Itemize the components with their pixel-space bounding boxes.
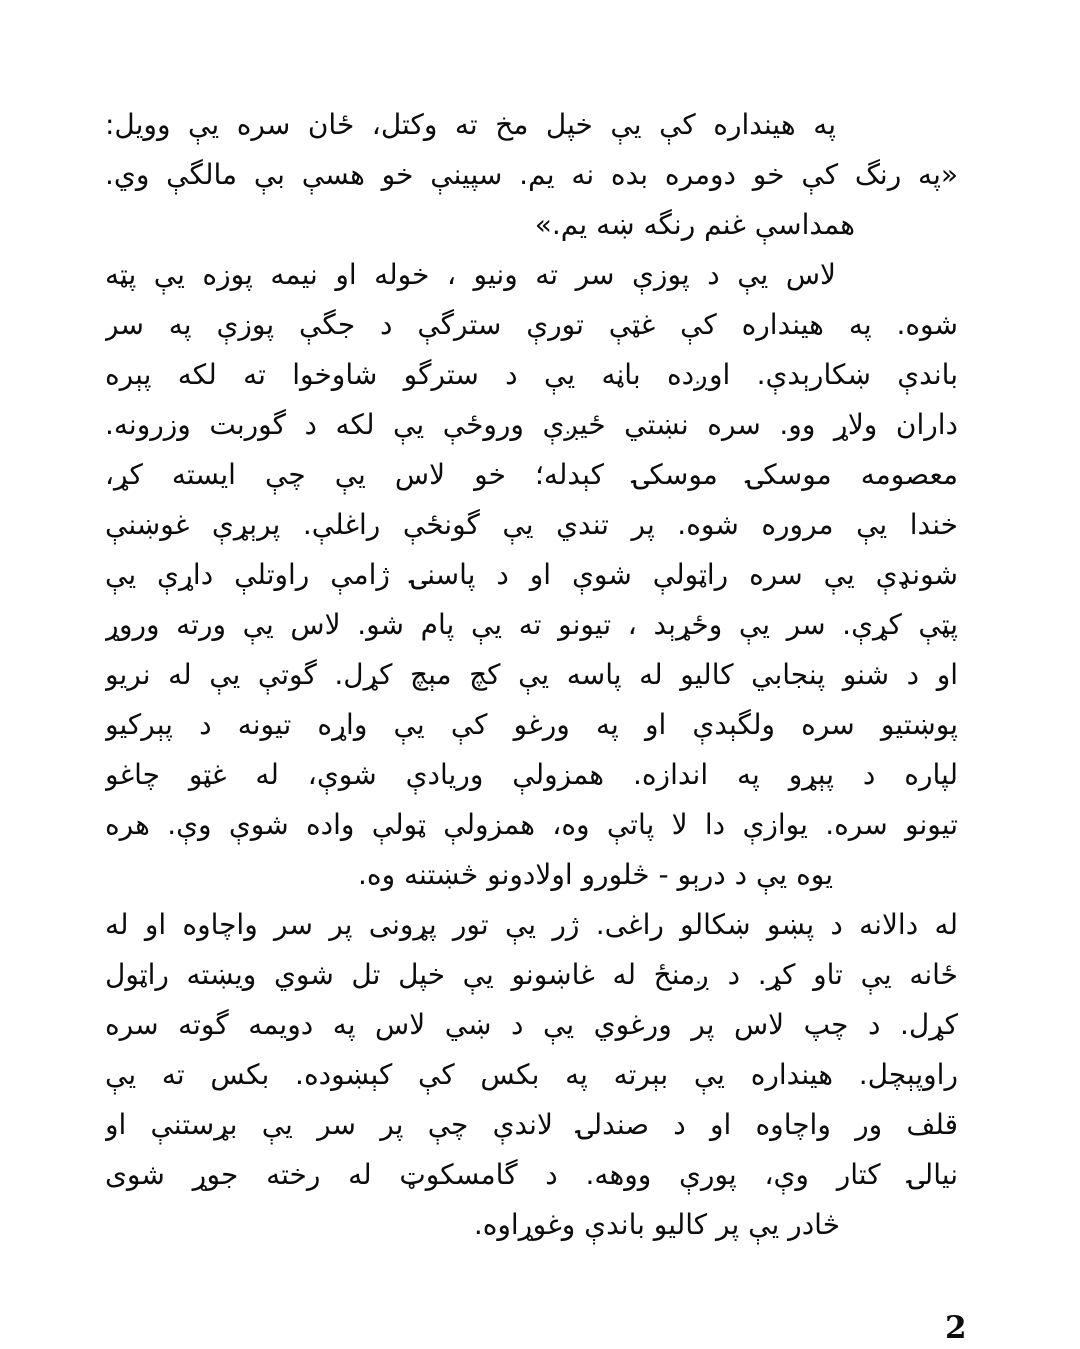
- text-line: باندې ښکارېدې. اوږده باڼه يې د سترگو شاوخوا ته لکه پېره: [105, 358, 958, 391]
- text-line: شوه. په هينداره کې غټې تورې سترگې د جگې پوزې په سر: [105, 308, 958, 341]
- text-line: له دالانه د پښو ښکالو راغی. ژر يې تور پړونی پر سر واچاوه او له: [105, 908, 958, 941]
- text-line: «په رنگ کې خو دومره بده نه يم. سپينې خو هسې بې مالگې وي.: [105, 158, 958, 191]
- text-line: پوښتيو سره ولگېدې او په ورغو کې يې واړه تيونه د پېرکيو: [105, 708, 958, 741]
- text-line: همداسې غنم رنگه ښه يم.»: [534, 208, 855, 241]
- text-line: تيونو سره. يوازې دا لا پاتې وه، همزولې ټولې واده شوې وې. هره: [105, 808, 958, 841]
- text-line: پټې کړې. سر يې وځړېد ، تيونو ته يې پام شو. لاس يې ورته وروړ: [105, 608, 958, 641]
- text-line: خندا يې مروره شوه. پر تندي يې گونځې راغلې. پرېړې غوښنې: [105, 508, 958, 541]
- text-line: او د شنو پنجابي کاليو له پاسه يې کچ مېچ کړل. گوتې يې له نريو: [105, 658, 958, 691]
- text-line: په هينداره کې يې خپل مخ ته وکتل، ځان سره يې وويل:: [105, 108, 836, 141]
- text-line: قلف ور واچاوه او د صندلۍ لاندې چې پر سر يې بړستنې او: [105, 1108, 958, 1141]
- text-line: يوه يې د درېو - څلورو اولادونو څښتنه وه.: [358, 858, 833, 891]
- text-line: کړل. د چپ لاس پر ورغوي يې د ښي لاس په دويمه گوته سره: [105, 1008, 958, 1041]
- text-line: لاس يې د پوزې سر ته ونيو ، خوله او نيمه پوزه يې پټه: [105, 258, 836, 291]
- text-line: شونډې يې سره راټولې شوې او د پاسنۍ ژامې راوتلې داړې يې: [105, 558, 958, 591]
- text-line: ځانه يې تاو کړ. د ږمنځ له غاښونو يې خپل تل شوي ويښته راټول: [105, 958, 958, 991]
- text-line: راوپېچل. هينداره يې بېرته په بکس کې کېښوده. بکس ته يې: [105, 1058, 958, 1091]
- page-text: [105, 100, 958, 1250]
- text-line: داران ولاړ وو. سره نښتي ځيږې وروځې يې لکه د گوربت وزرونه.: [105, 408, 958, 441]
- text-line: نيالۍ کتار وې، پورې ووهه. د گامسکوټ له رخته جوړ شوی: [105, 1158, 958, 1191]
- text-line: څادر يې پر کاليو باندې وغوړاوه.: [473, 1208, 840, 1241]
- text-line: معصومه موسکۍ موسکۍ کېدله؛ خو لاس يې چې ايسته کړ،: [105, 458, 958, 491]
- page-number: 2: [945, 1310, 967, 1346]
- text-line: لپاره د پېړو په اندازه. همزولې وريادې شوې، له غټو چاغو: [105, 758, 958, 791]
